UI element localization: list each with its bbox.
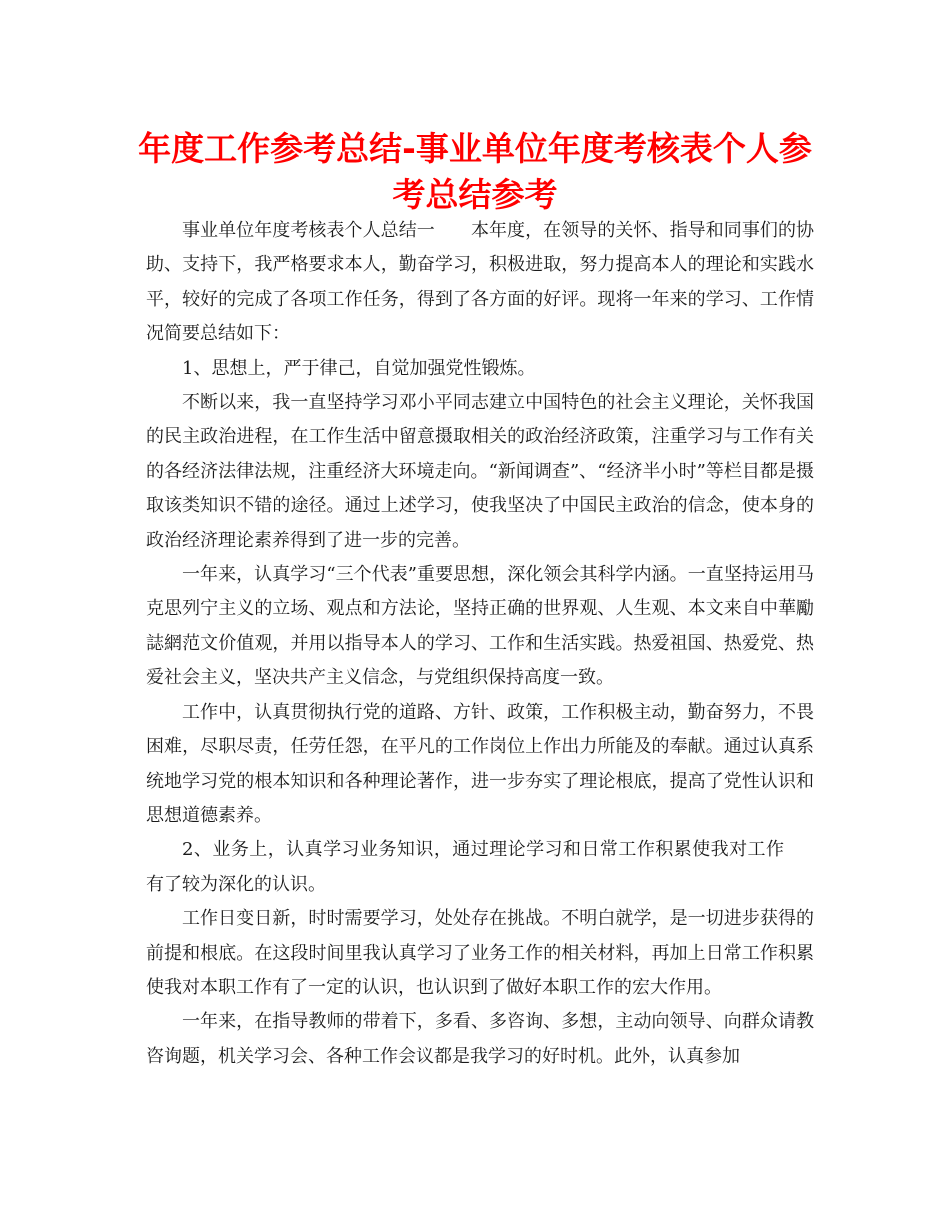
paragraph-section-2-heading: 2、业务上，认真学习业务知识，通过理论学习和日常工作积累使我对工作有了较为深化的认识。 [146, 839, 784, 895]
title-line-1: 年度工作参考总结-事业单位年度考核表个人参 [138, 129, 812, 168]
paragraph-work-attitude: 工作中，认真贯彻执行党的道路、方针、政策，工作积极主动，勤奋努力，不畏困难，尽职尽责，任劳任怨，在平凡的工作岗位上作出力所能及的奉献。通过认真系统地学习党的根本知识和各种理论著作，进一步夯实了理论根底，提高了党性认识和思想道德素养。 [146, 701, 814, 826]
paragraph-section-1-heading: 1、思想上，严于律己，自觉加强党性锻炼。 [182, 357, 536, 379]
paragraph-intro: 事业单位年度考核表个人总结一 本年度，在领导的关怀、指导和同事们的协助、支持下，我严格要求本人，勤奋学习，积极进取，努力提高本人的理论和实践水平，较好的完成了各项工作任务，得到了各方面的好评。现将一年来的学习、工作情况简要总结如下： [146, 220, 814, 345]
document-title [130, 126, 820, 218]
title-line-2: 考总结参考 [392, 175, 558, 214]
paragraph-daily-learning: 工作日变日新，时时需要学习，处处存在挑战。不明白就学，是一切进步获得的前提和根底。在这段时间里我认真学习了业务工作的相关材料，再加上日常工作积累使我对本职工作有了一定的认识，也认识到了做好本职工作的宏大作用。 [146, 908, 814, 998]
document-body [146, 214, 814, 1074]
paragraph-mentor-guidance: 一年来，在指导教师的带着下，多看、多咨询、多想，主动向领导、向群众请教咨询题，机关学习会、各种工作会议都是我学习的好时机。此外，认真参加 [146, 1011, 814, 1067]
paragraph-study-theory: 不断以来，我一直坚持学习邓小平同志建立中国特色的社会主义理论，关怀我国的民主政治进程，在工作生活中留意摄取相关的政治经济政策，注重学习与工作有关的各经济法律法规，注重经济大环境走向。“新闻调查”、“经济半小时”等栏目都是摄取该类知识不错的途径。通过上述学习，使我坚决了中国民主政治的信念，使本身的政治经济理论素养得到了进一步的完善。 [146, 392, 814, 551]
paragraph-three-represents: 一年来，认真学习“三个代表”重要思想，深化领会其科学内涵。一直坚持运用马克思列宁主义的立场、观点和方法论，坚持正确的世界观、人生观、本文来自中華勵誌網范文价值观，并用以指导本人的学习、工作和生活实践。热爱祖国、热爱党、热爱社会主义，坚决共产主义信念，与党组织保持高度一致。 [146, 564, 814, 689]
